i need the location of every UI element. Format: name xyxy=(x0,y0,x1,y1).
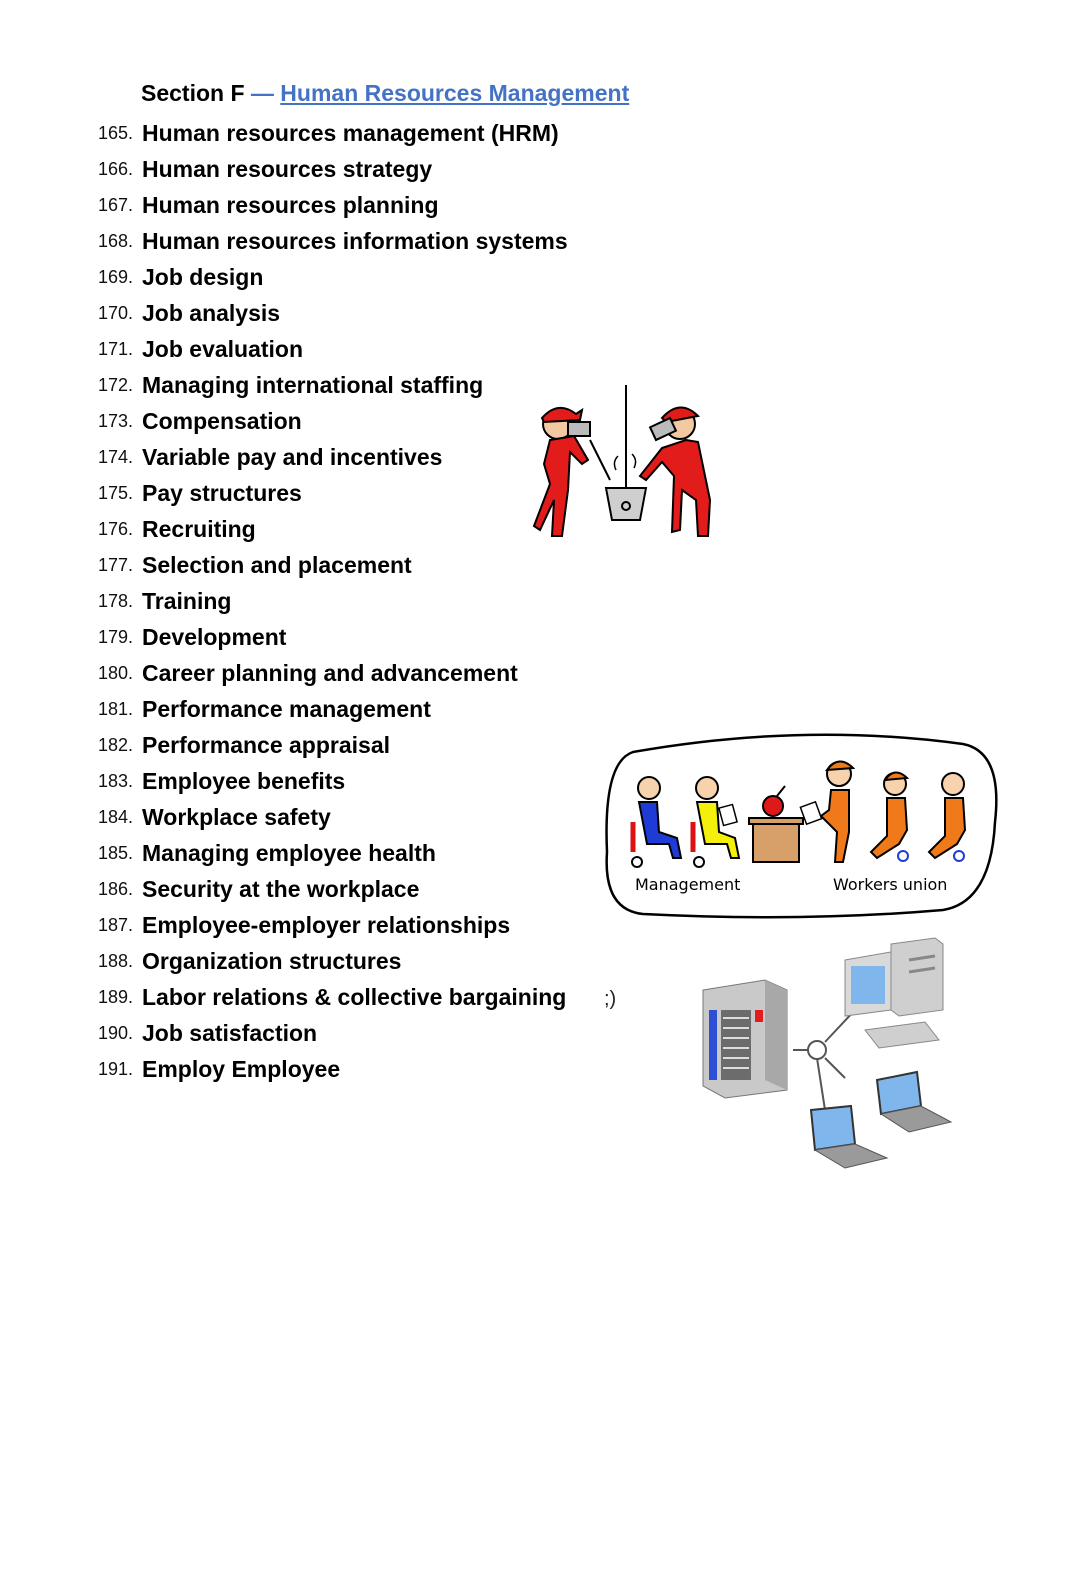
topic-number: 187. xyxy=(98,914,134,935)
topic-item xyxy=(98,259,568,295)
topic-number: 184. xyxy=(98,806,134,827)
topic-number: 188. xyxy=(98,950,134,971)
topic-number: 175. xyxy=(98,482,134,503)
workers-bucket-illustration xyxy=(530,380,720,540)
network-illustration xyxy=(695,930,955,1175)
topic-number: 181. xyxy=(98,698,134,719)
topic-label: Employee benefits xyxy=(142,767,346,794)
topic-number: 168. xyxy=(98,230,134,251)
topic-label: Career planning and advancement xyxy=(142,659,518,686)
hrm-link[interactable]: Human Resources Management xyxy=(280,80,630,106)
topic-label: Variable pay and incentives xyxy=(142,443,443,470)
topic-item xyxy=(98,1051,568,1087)
topic-item xyxy=(98,835,568,871)
topic-number: 173. xyxy=(98,410,134,431)
topic-number: 178. xyxy=(98,590,134,611)
topic-label: Development xyxy=(142,623,287,650)
topic-item xyxy=(98,331,568,367)
topic-number: 176. xyxy=(98,518,134,539)
workers-union-label: Workers union xyxy=(833,875,948,894)
topic-item xyxy=(98,943,568,979)
topic-item xyxy=(98,295,568,331)
topic-label: Organization structures xyxy=(142,947,402,974)
topic-item xyxy=(98,1015,568,1051)
topic-item xyxy=(98,475,568,511)
topic-list xyxy=(98,115,568,1087)
topic-number: 172. xyxy=(98,374,134,395)
topic-item xyxy=(98,151,568,187)
topic-label: Managing employee health xyxy=(142,839,436,866)
topic-number: 182. xyxy=(98,734,134,755)
topic-label: Employ Employee xyxy=(142,1055,341,1082)
topic-item xyxy=(98,187,568,223)
topic-label: Recruiting xyxy=(142,515,256,542)
topic-item xyxy=(98,367,568,403)
topic-number: 166. xyxy=(98,158,134,179)
topic-label: Human resources information systems xyxy=(142,227,568,254)
topic-label: Human resources planning xyxy=(142,191,439,218)
topic-item xyxy=(98,403,568,439)
topic-item xyxy=(98,871,568,907)
topic-number: 180. xyxy=(98,662,134,683)
topic-number: 190. xyxy=(98,1022,134,1043)
topic-item xyxy=(98,979,568,1015)
topic-label: Compensation xyxy=(142,407,302,434)
topic-label: Labor relations & collective bargaining xyxy=(142,983,567,1010)
topic-label: Managing international staffing xyxy=(142,371,484,398)
topic-item xyxy=(98,763,568,799)
topic-item xyxy=(98,907,568,943)
topic-item xyxy=(98,511,568,547)
topic-item xyxy=(98,223,568,259)
topic-item xyxy=(98,439,568,475)
topic-item xyxy=(98,619,568,655)
topic-label: Human resources strategy xyxy=(142,155,433,182)
stray-text: ;) xyxy=(604,988,617,1010)
topic-label: Security at the workplace xyxy=(142,875,420,902)
topic-item xyxy=(98,691,568,727)
topic-number: 191. xyxy=(98,1058,134,1079)
topic-item xyxy=(98,799,568,835)
topic-number: 179. xyxy=(98,626,134,647)
topic-number: 169. xyxy=(98,266,134,287)
topic-number: 174. xyxy=(98,446,134,467)
topic-label: Human resources management (HRM) xyxy=(142,119,559,146)
topic-label: Workplace safety xyxy=(142,803,331,830)
topic-number: 183. xyxy=(98,770,134,791)
topic-number: 186. xyxy=(98,878,134,899)
topic-number: 165. xyxy=(98,122,134,143)
topic-label: Performance management xyxy=(142,695,431,722)
topic-label: Employee-employer relationships xyxy=(142,911,511,938)
topic-label: Job analysis xyxy=(142,299,281,326)
topic-item xyxy=(98,547,568,583)
topic-label: Pay structures xyxy=(142,479,302,506)
topic-label: Performance appraisal xyxy=(142,731,391,758)
topic-label: Training xyxy=(142,587,232,614)
topic-number: 167. xyxy=(98,194,134,215)
section-label: Section F xyxy=(141,80,245,106)
heading-dash: — xyxy=(250,80,274,106)
topic-label: Selection and placement xyxy=(142,551,412,578)
topic-item xyxy=(98,115,568,151)
topic-item xyxy=(98,727,568,763)
topic-label: Job satisfaction xyxy=(142,1019,318,1046)
topic-number: 189. xyxy=(98,986,134,1007)
topic-number: 185. xyxy=(98,842,134,863)
topic-number: 171. xyxy=(98,338,134,359)
topic-label: Job design xyxy=(142,263,264,290)
topic-number: 170. xyxy=(98,302,134,323)
management-label: Management xyxy=(635,875,741,894)
topic-number: 177. xyxy=(98,554,134,575)
section-heading xyxy=(141,80,629,107)
topic-item xyxy=(98,583,568,619)
topic-label: Job evaluation xyxy=(142,335,304,362)
negotiation-illustration xyxy=(603,732,999,922)
topic-item xyxy=(98,655,568,691)
